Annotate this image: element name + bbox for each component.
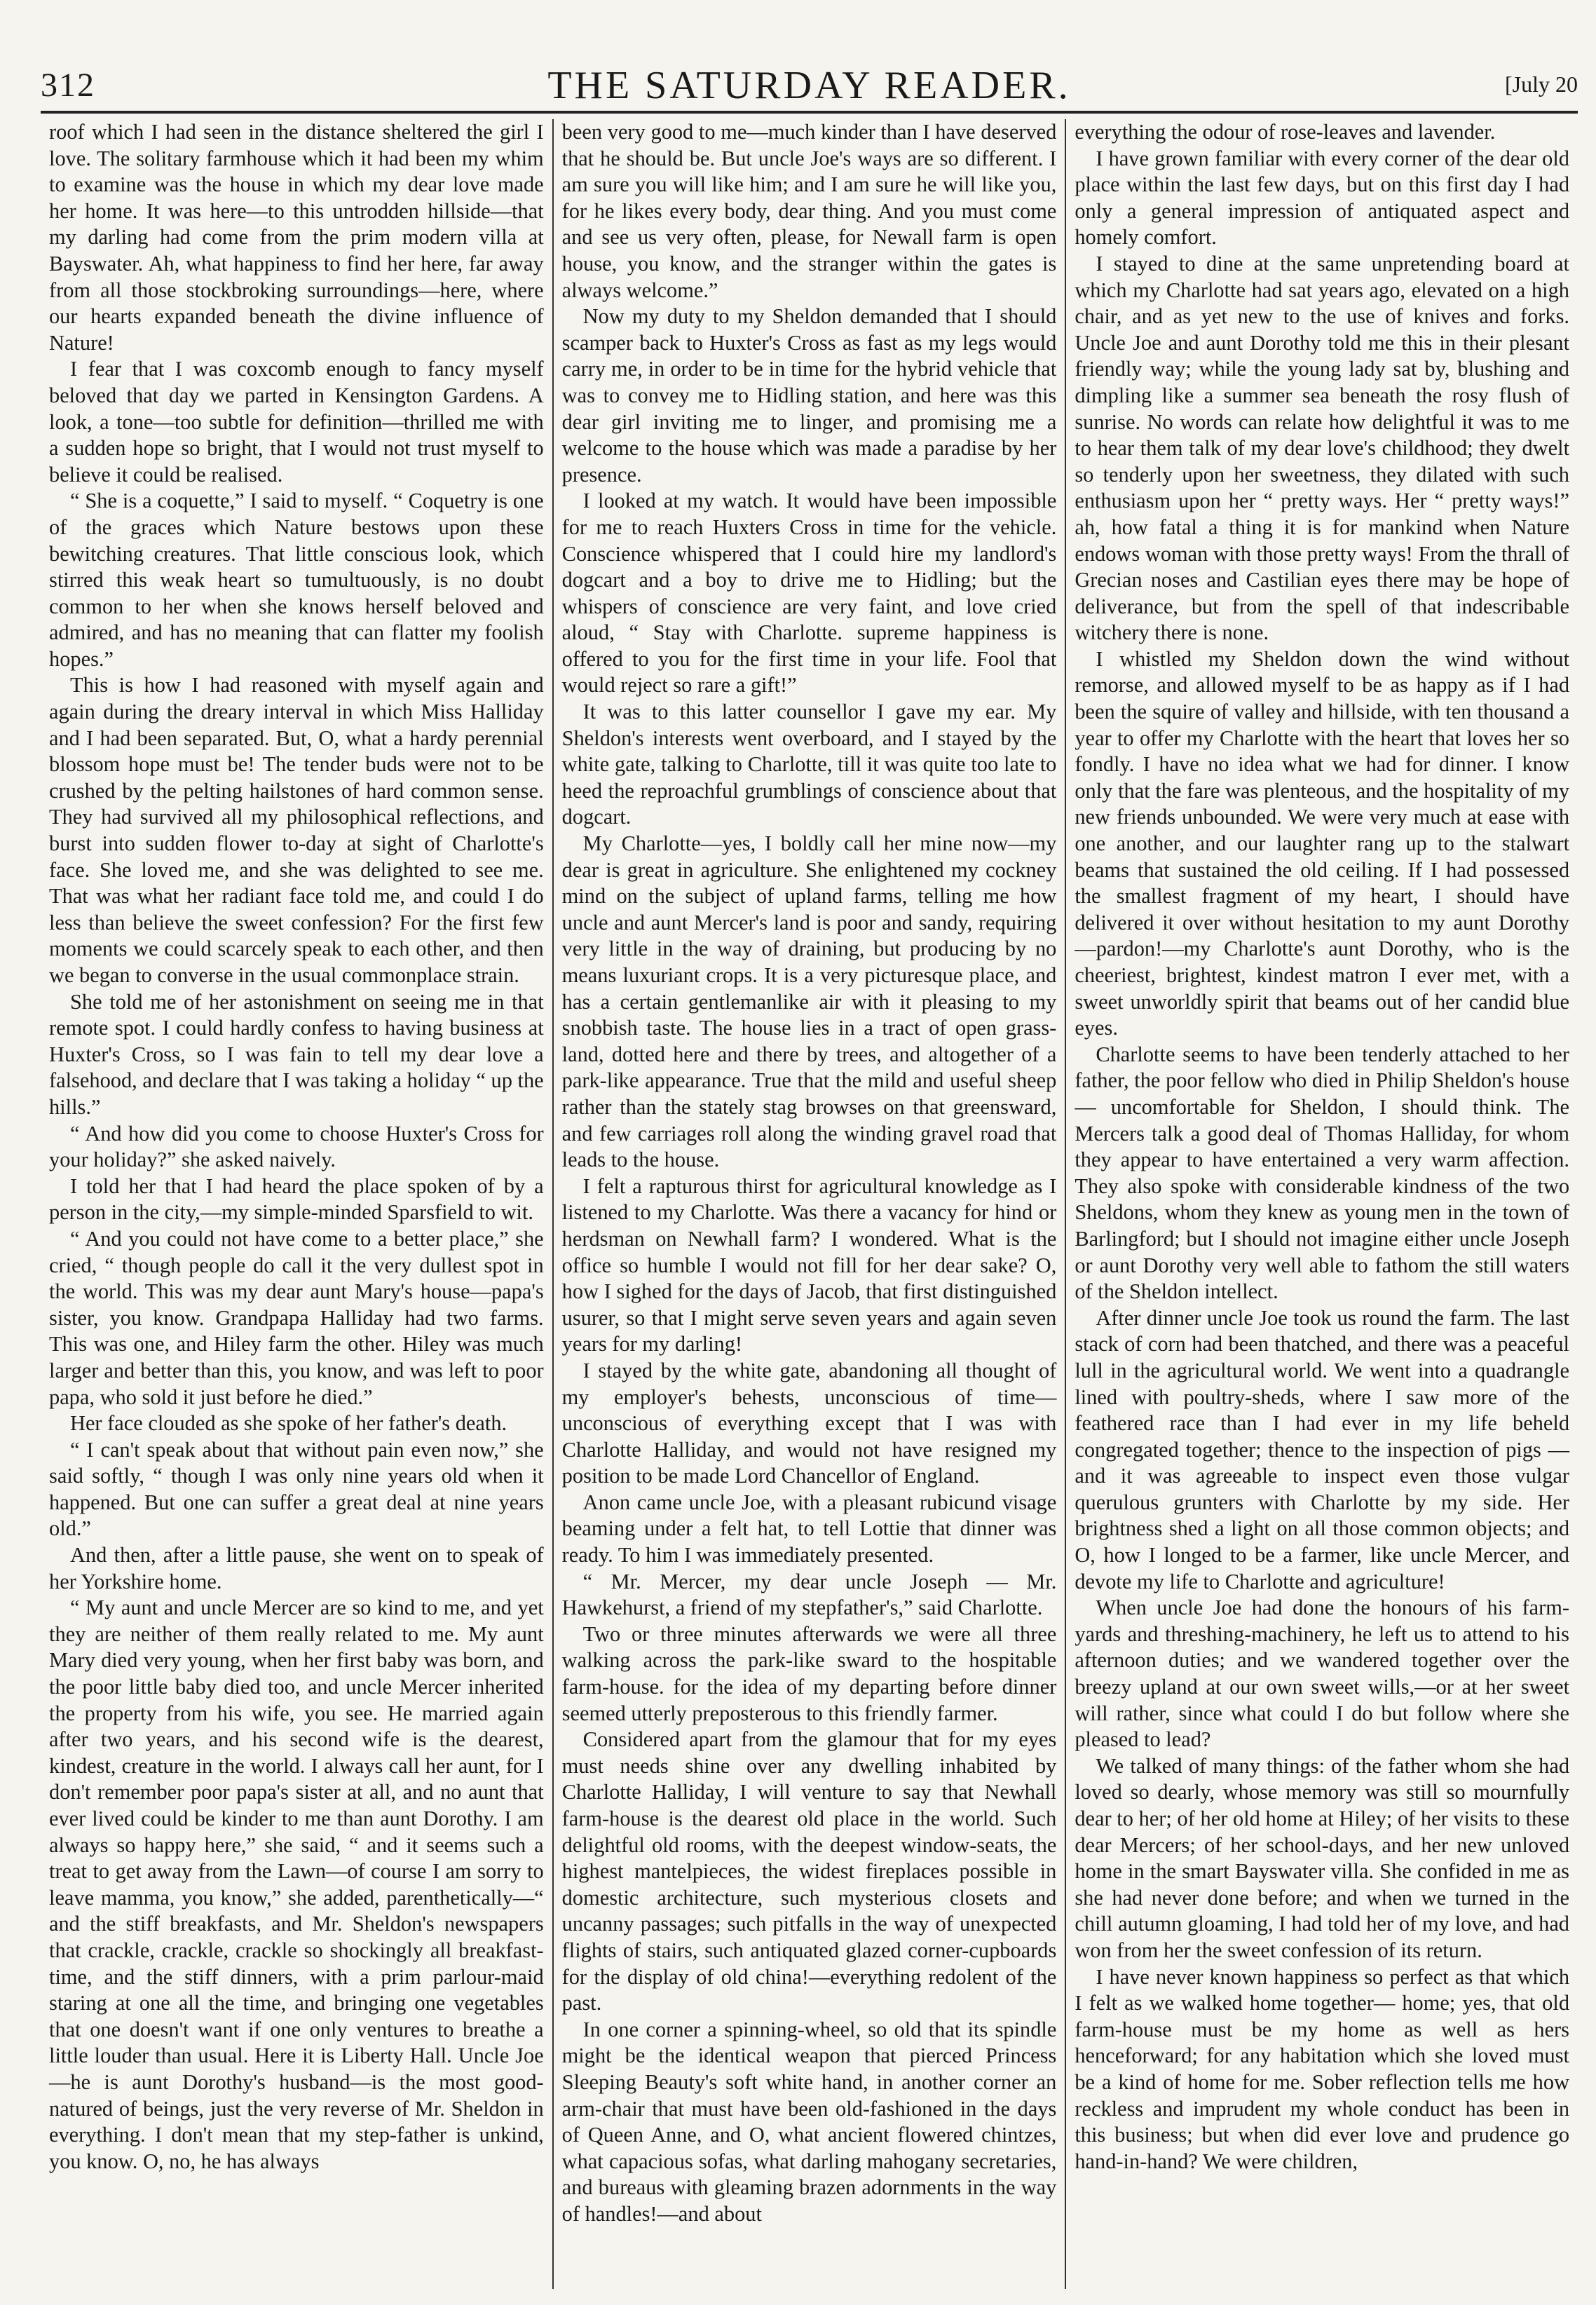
text-column-1 — [41, 119, 552, 2289]
paragraph: When uncle Joe had done the honours of his farm-yards and threshing-machinery, he left us to attend to his afternoon duties; and we wandered together over the breezy upland at our own sweet wills,—or at her sweet will rather, since what could I do but follow where she pleased to lead? — [1075, 1596, 1570, 1752]
paragraph: roof which I had seen in the distance sheltered the girl I love. The solitary farmhouse which it had been my whim to examine was the house in which my dear love made her home. It was here—to this untrodden hillside—that my darling had come from the prim modern villa at Bayswater. Ah, what happiness to find her here, far away from all those stockbroking surroundings—here, where our hearts expanded beneath the divine influence of Nature! — [49, 120, 544, 355]
paragraph: And then, after a little pause, she went on to speak of her Yorkshire home. — [49, 1543, 544, 1593]
paragraph: Two or three minutes afterwards we were all three walking across the park-like sward to the hospitable farm-house. for the idea of my departing before dinner seemed utterly preposterous to this friendly farmer. — [561, 1621, 1057, 1725]
paragraph: My Charlotte—yes, I boldly call her mine now—my dear is great in agriculture. She enlightened my cockney mind on the subject of upland farms, telling me how uncle and aunt Mercer's land is poor and sandy, requiring very little in the way of draining, but producing by no means luxuriant crops. It is a very picturesque place, and has a certain gentlemanlike air with it pleasing to my snobbish taste. The house lies in a tract of open grass-land, dotted here and there by trees, and altogether of a park-like appearance. True that the mild and useful sheep rather than the stately stag browses on that greensward, and few carriages roll along the winding gravel road that leads to the house. — [561, 831, 1057, 1172]
paragraph: I looked at my watch. It would have been impossible for me to reach Huxters Cross in time for the vehicle. Conscience whispered that I could hire my landlord's dogcart and a boy to drive me to Hidling; but the whispers of conscience are very faint, and love cried aloud, “ Stay with Charlotte. supreme happiness is offered to you for the first time in your life. Fool that would reject so rare a gift!” — [561, 489, 1057, 698]
text-columns — [41, 119, 1578, 2289]
paragraph: Considered apart from the glamour that for my eyes must needs shine over any dwelling inhabited by Charlotte Halliday, I will venture to say that Newhall farm-house is the dearest old place in the world. Such delightful old rooms, with the deepest window-seats, the highest mantelpieces, the widest fireplaces possible in domestic architecture, such mysterious closets and uncanny passages; such pitfalls in the way of unexpected flights of stairs, such antiquated glazed corner-cupboards for the display of old china!—everything redolent of the past. — [561, 1727, 1057, 2015]
paragraph: I stayed to dine at the same unpretending board at which my Charlotte had sat years ago, elevated on a high chair, and as yet new to the use of knives and forks. Uncle Joe and aunt Dorothy told me this in their plesant friendly way; while the young lady sat by, blushing and dimpling like a summer sea beneath the rosy flush of sunrise. No words can relate how delightful it was to me to hear them talk of my dear love's childhood; they dwelt so tenderly upon her sweetness, they dilated with such enthusiasm upon her “ pretty ways. Her “ pretty ways!” ah, how fatal a thing it is for mankind when Nature endows woman with those pretty ways! From the thrall of Grecian noses and Castilian eyes there may be hope of deliverance, but from the spell of that indescribable witchery there is none. — [1075, 251, 1570, 645]
paragraph: “ Mr. Mercer, my dear uncle Joseph — Mr. Hawkehurst, a friend of my stepfather's,” said Charlotte. — [561, 1569, 1057, 1620]
paragraph: “ She is a coquette,” I said to myself. “ Coquetry is one of the graces which Nature bestows upon these bewitching creatures. That little conscious look, which stirred this weak heart so tumultuously, is no doubt common to her when she knows herself beloved and admired, and has no meaning that can flatter my foolish hopes.” — [49, 489, 544, 671]
paragraph: everything the odour of rose-leaves and lavender. — [1075, 120, 1496, 144]
issue-date: [July 20 — [1505, 72, 1578, 97]
journal-title: THE SATURDAY READER. — [547, 64, 1071, 107]
paragraph: We talked of many things: of the father whom she had loved so dearly, whose memory was still so mournfully dear to her; of her old home at Hiley; of her visits to these dear Mercers; of her school-days, and her new unloved home in the smart Bayswater villa. She confided in me as she had never done before; and when we turned in the chill autumn gloaming, I had told her of my love, and had won from her the sweet confession of its return. — [1075, 1753, 1570, 1962]
page-header — [41, 62, 1578, 114]
paragraph: This is how I had reasoned with myself again and again during the dreary interval in which Miss Halliday and I had been separated. But, O, what a hardy perennial blossom hope must be! The tender buds were not to be crushed by the pelting hailstones of hard common sense. They had survived all my philosophical reflections, and burst into sudden flower to-day at sight of Charlotte's face. She loved me, and she was delighted to see me. That was what her radiant face told me, and could I do less than believe the sweet confession? For the first few moments we could scarcely speak to each other, and then we began to converse in the usual commonplace strain. — [49, 673, 544, 987]
paragraph: Charlotte seems to have been tenderly attached to her father, the poor fellow who died in Philip Sheldon's house— uncomfortable for Sheldon, I should think. The Mercers talk a good deal of Thomas Halliday, for whom they appear to have entertained a very warm affection. They also spoke with considerable kindness of the two Sheldons, whom they knew as young men in the town of Barlingford; but I should not imagine either uncle Joseph or aunt Dorothy very well able to fathom the still waters of the Sheldon intellect. — [1075, 1042, 1570, 1304]
paragraph: Anon came uncle Joe, with a pleasant rubicund visage beaming under a felt hat, to tell Lottie that dinner was ready. To him I was immediately presented. — [561, 1490, 1057, 1568]
paragraph: “ And you could not have come to a better place,” she cried, “ though people do call it the very dullest spot in the world. This was my dear aunt Mary's house—papa's sister, you know. Grandpapa Halliday had two farms. This was one, and Hiley farm the other. Hiley was much larger and better than this, you know, and was left to poor papa, who sold it just before he died.” — [49, 1226, 544, 1409]
paragraph: Her face clouded as she spoke of her father's death. — [70, 1411, 507, 1436]
paragraph: I told her that I had heard the place spoken of by a person in the city,—my simple-minded Sparsfield to wit. — [49, 1174, 544, 1225]
paragraph: “ I can't speak about that without pain even now,” she said softly, “ though I was only nine years old when it happened. But one can suffer a great deal at nine years old.” — [49, 1437, 544, 1541]
page-number: 312 — [41, 67, 95, 104]
text-column-3 — [1065, 119, 1578, 2289]
paragraph: It was to this latter counsellor I gave my ear. My Sheldon's interests went overboard, and I stayed by the white gate, talking to Charlotte, till it was quite too late to heed the reproachful grumblings of conscience about that dogcart. — [561, 700, 1057, 829]
text-column-2 — [552, 119, 1065, 2289]
paragraph: been very good to me—much kinder than I have deserved that he should be. But uncle Joe's ways are so different. I am sure you will like him; and I am sure he will like you, for he likes every body, dear thing. And you must come and see us very often, please, for Newall farm is open house, you know, and the stranger within the gates is always welcome.” — [561, 120, 1057, 302]
paragraph: I have grown familiar with every corner of the dear old place within the last few days, but on this first day I had only a general impression of antiquated aspect and homely comfort. — [1075, 146, 1570, 250]
paragraph: I fear that I was coxcomb enough to fancy myself beloved that day we parted in Kensington Gardens. A look, a tone—too subtle for definition—thrilled me with a sudden hope so bright, that I would not trust myself to believe it could be realised. — [49, 357, 544, 487]
paragraph: Now my duty to my Sheldon demanded that I should scamper back to Huxter's Cross as fast as my legs would carry me, in order to be in time for the hybrid vehicle that was to convey me to Hidling station, and here was this dear girl inviting me to linger, and promising me a welcome to the house which was made a paradise by her presence. — [561, 304, 1057, 487]
paragraph: “ And how did you come to choose Huxter's Cross for your holiday?” she asked naively. — [49, 1121, 544, 1172]
paragraph: I felt a rapturous thirst for agricultural knowledge as I listened to my Charlotte. Was there a vacancy for hind or herdsman on Newhall farm? I wondered. What is the office so humble I would not fill for her dear sake? O, how I sighed for the days of Jacob, that first distinguished usurer, so that I might serve seven years and again seven years for my darling! — [561, 1174, 1057, 1357]
paragraph: I whistled my Sheldon down the wind without remorse, and allowed myself to be as happy as if I had been the squire of valley and hillside, with ten thousand a year to offer my Charlotte with the heart that loves her so fondly. I have no idea what we had for dinner. I know only that the fare was plenteous, and the hospitality of my new friends unbounded. We were very much at ease with one another, and our laughter rang up to the stalwart beams that sustained the old ceiling. If I had possessed the smallest fragment of my heart, I should have delivered it over without hesitation to my aunt Dorothy —pardon!—my Charlotte's aunt Dorothy, who is the cheeriest, brightest, kindest matron I ever met, with a sweet unworldly spirit that beams out of her candid blue eyes. — [1075, 646, 1570, 1040]
paragraph: After dinner uncle Joe took us round the farm. The last stack of corn had been thatched, and there was a peaceful lull in the agricultural world. We went into a quadrangle lined with poultry-sheds, where I saw more of the feathered race than I had ever in my life beheld congregated together; thence to the inspection of pigs —and it was agreeable to inspect even those vulgar querulous grunters with Charlotte by my side. Her brightness shed a light on all those common objects; and O, how I longed to be a farmer, like uncle Mercer, and devote my life to Charlotte and agriculture! — [1075, 1305, 1570, 1593]
paragraph: I have never known happiness so perfect as that which I felt as we walked home together— home; yes, that old farm-house must be my home as well as hers henceforward; for any habitation which she loved must be a kind of home for me. Sober reflection tells me how reckless and imprudent my whole conduct has been in this business; but when did ever love and prudence go hand-in-hand? We were children, — [1075, 1964, 1570, 2173]
paragraph: She told me of her astonishment on seeing me in that remote spot. I could hardly confess to having business at Huxter's Cross, so I was fain to tell my dear love a falsehood, and declare that I was taking a holiday “ up the hills.” — [49, 989, 544, 1119]
paragraph: I stayed by the white gate, abandoning all thought of my employer's behests, unconscious of time—unconscious of everything except that I was with Charlotte Halliday, and would not have resigned my position to be made Lord Chancellor of England. — [561, 1358, 1057, 1488]
paragraph: In one corner a spinning-wheel, so old that its spindle might be the identical weapon that pierced Princess Sleeping Beauty's soft white hand, in another corner an arm-chair that must have been old-fashioned in the days of Queen Anne, and O, what ancient flowered chintzes, what capacious sofas, what darling mahogany secretaries, and bureaus with gleaming brazen adornments in the way of handles!—and about — [561, 2017, 1057, 2226]
paragraph: “ My aunt and uncle Mercer are so kind to me, and yet they are neither of them really related to me. My aunt Mary died very young, when her first baby was born, and the poor little baby died too, and uncle Mercer inherited the property from his wife, you see. He married again after two years, and his second wife is the dearest, kindest, creature in the world. I always call her aunt, for I don't remember poor papa's sister at all, and no aunt that ever lived could be kinder to me than aunt Dorothy. I am always so happy here,” she said, “ and it seems such a treat to get away from the Lawn—of course I am sorry to leave mamma, you know,” she added, parenthetically—“ and the stiff breakfasts, and Mr. Sheldon's newspapers that crackle, crackle, crackle so shockingly all breakfast-time, and the stiff dinners, with a prim parlour-maid staring at one all the time, and bringing one vegetables that one doesn't want if one only ventures to breathe a little louder than usual. Here it is Liberty Hall. Uncle Joe—he is aunt Dorothy's husband—is the most good-natured of beings, just the very reverse of Mr. Sheldon in everything. I don't mean that my step-father is unkind, you know. O, no, he has always — [49, 1596, 544, 2173]
